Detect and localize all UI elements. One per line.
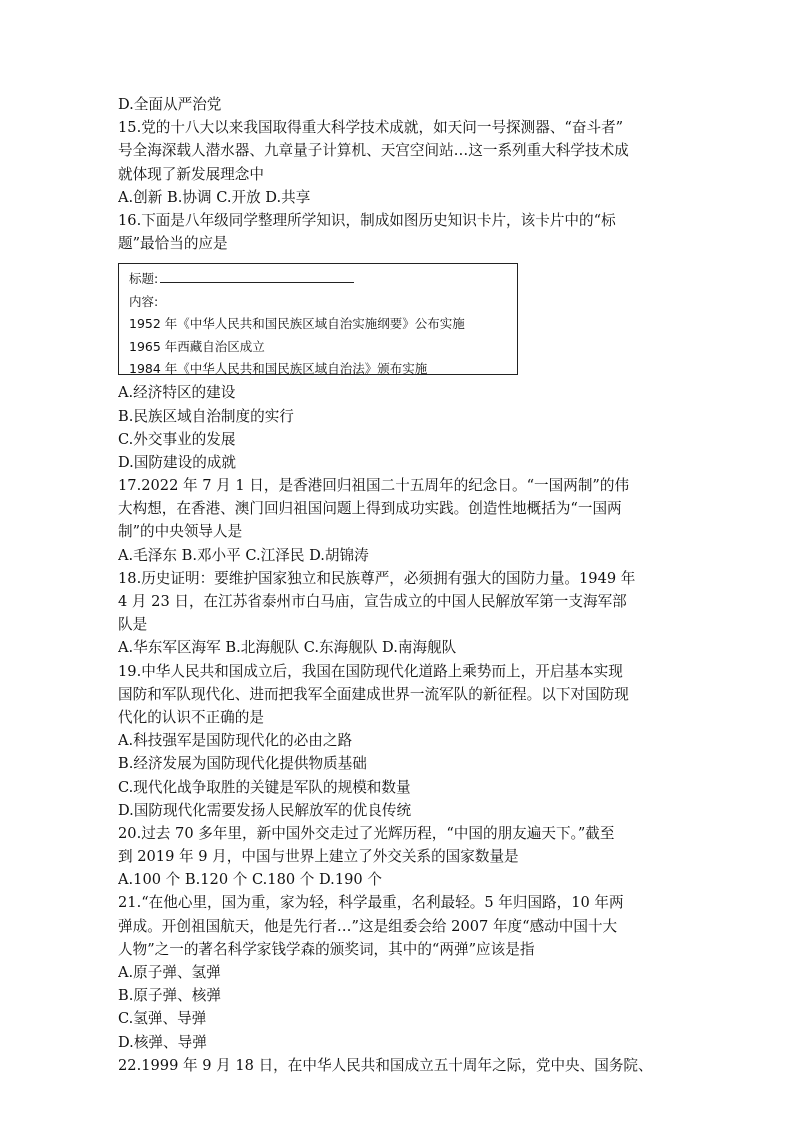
text-line: 19.中华人民共和国成立后，我国在国防现代化道路上乘势而上，开启基本实现: [118, 662, 623, 680]
text-line: A.原子弹、氢弹: [118, 964, 221, 981]
text-line: 到 2019 年 9 月，中国与世界上建立了外交关系的国家数量是: [118, 848, 519, 866]
text-line: B.经济发展为国防现代化提供物质基础: [118, 755, 367, 773]
text-block-before-card: [118, 93, 678, 255]
text-line: 人物”之一的著名科学家钱学森的颁奖词，其中的“两弹”应该是指: [118, 940, 535, 958]
text-line: C.氢弹、导弹: [118, 1010, 207, 1028]
text-line: 题”最恰当的应是: [118, 235, 228, 253]
text-line: 弹成。开创祖国航天，他是先行者…”这是组委会给 2007 年度“感动中国十大: [118, 917, 618, 935]
card-item: 1984 年《中华人民共和国民族区域自治法》颁布实施: [129, 361, 428, 377]
text-line: 国防和军队现代化、进而把我军全面建成世界一流军队的新征程。以下对国防现: [118, 685, 629, 703]
text-line: A.毛泽东 B.邓小平 C.江泽民 D.胡锦涛: [118, 546, 369, 564]
text-line: 4 月 23 日，在江苏省泰州市白马庙，宣告成立的中国人民解放军第一支海军部: [118, 593, 627, 610]
text-line: B.原子弹、核弹: [118, 987, 221, 1005]
text-line: D.国防建设的成就: [118, 453, 236, 471]
card-item: 1952 年《中华人民共和国民族区域自治实施纲要》公布实施: [129, 316, 465, 332]
text-line: C.现代化战争取胜的关键是军队的规模和数量: [118, 778, 411, 796]
card-title-row: [129, 268, 507, 291]
card-title-label: 标题:: [129, 271, 159, 287]
text-line: C.外交事业的发展: [118, 430, 236, 448]
text-line: 就体现了新发展理念中: [118, 165, 264, 183]
text-line: D.全面从严治党: [118, 96, 222, 113]
text-line: 18.历史证明：要维护国家独立和民族尊严，必须拥有强大的国防力量。1949 年: [118, 569, 636, 587]
text-line: 号全海深载人潜水器、九章量子计算机、天宫空间站…这一系列重大科学技术成: [118, 142, 629, 160]
text-line: 队是: [118, 616, 148, 634]
text-line: 代化的认识不正确的是: [118, 708, 264, 726]
text-line: D.国防现代化需要发扬人民解放军的优良传统: [118, 801, 412, 819]
text-line: 16.下面是八年级同学整理所学知识，制成如图历史知识卡片，该卡片中的“标: [118, 211, 616, 229]
text-line: 制”的中央领导人是: [118, 523, 243, 541]
text-line: B.民族区域自治制度的实行: [118, 407, 294, 425]
text-line: 15.党的十八大以来我国取得重大科学技术成就，如天问一号探测器、“奋斗者”: [118, 119, 624, 137]
text-line: A.经济特区的建设: [118, 384, 236, 402]
question-text: [118, 93, 678, 1077]
text-line: A.华东军区海军 B.北海舰队 C.东海舰队 D.南海舰队: [118, 639, 457, 657]
text-line: D.核弹、导弹: [118, 1033, 207, 1051]
text-line: 22.1999 年 9 月 18 日，在中华人民共和国成立五十周年之际，党中央、国务院、: [118, 1056, 653, 1074]
text-line: A.科技强军是国防现代化的必由之路: [118, 732, 353, 750]
text-block-after-card: [118, 381, 678, 1077]
text-line: A.100 个 B.120 个 C.180 个 D.190 个: [118, 871, 382, 889]
card-content-label: 内容:: [129, 293, 159, 309]
text-line: 20.过去 70 多年里，新中国外交走过了光辉历程，“中国的朋友遍天下。”截至: [118, 824, 615, 842]
card-item: 1965 年西藏自治区成立: [129, 338, 265, 354]
text-line: 大构想，在香港、澳门回归祖国问题上得到成功实践。创造性地概括为“一国两: [118, 500, 622, 518]
text-line: A.创新 B.协调 C.开放 D.共享: [118, 188, 311, 206]
text-line: 21.“在他心里，国为重，家为轻，科学最重，名利最轻。5 年归国路，10 年两: [118, 894, 624, 912]
history-knowledge-card: [118, 263, 518, 375]
text-line: 17.2022 年 7 月 1 日，是香港回归祖国二十五周年的纪念日。“一国两制”的伟: [118, 477, 630, 495]
card-title-blank: [160, 269, 354, 283]
